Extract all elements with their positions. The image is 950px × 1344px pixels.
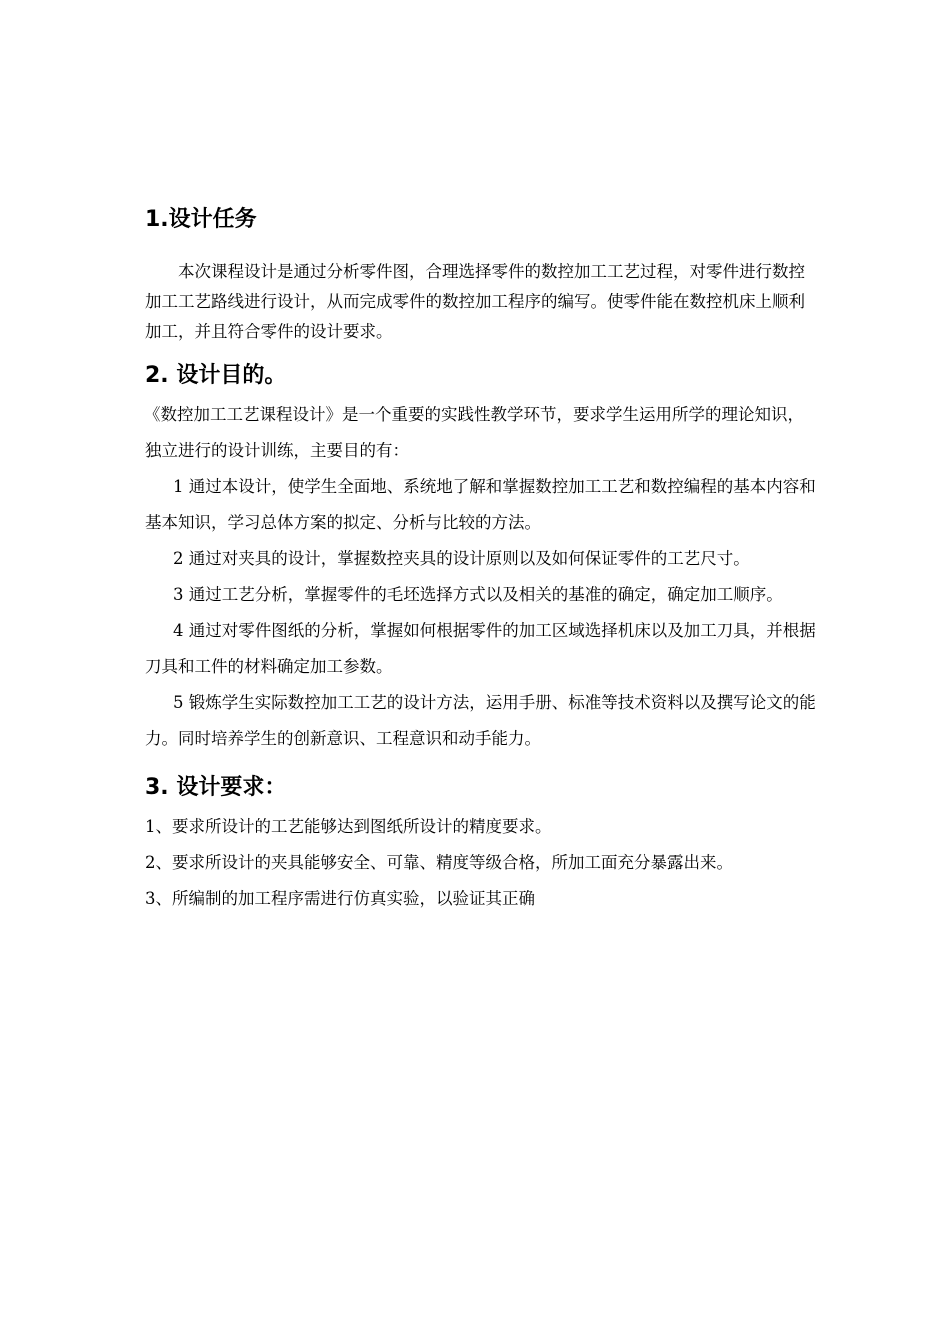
document-body: [145, 205, 820, 917]
list-item: 4 通过对零件图纸的分析，掌握如何根据零件的加工区域选择机床以及加工刀具，并根据刀具和工件的材料确定加工参数。: [145, 621, 816, 676]
section-design-task: [145, 205, 820, 347]
list-item: 3、所编制的加工程序需进行仿真实验，以验证其正确: [145, 889, 535, 908]
section-heading: 2. 设计目的。: [145, 363, 287, 388]
section-design-purpose: [145, 361, 820, 757]
list-item: 2、要求所设计的夹具能够安全、可靠、精度等级合格，所加工面充分暴露出来。: [145, 853, 733, 872]
section-heading: 1.设计任务: [145, 207, 257, 232]
list-item: 5 锻炼学生实际数控加工工艺的设计方法，运用手册、标准等技术资料以及撰写论文的能力。同时培养学生的创新意识、工程意识和动手能力。: [145, 693, 816, 748]
list-item: 2 通过对夹具的设计，掌握数控夹具的设计原则以及如何保证零件的工艺尺寸。: [173, 549, 750, 568]
body-paragraph: 本次课程设计是通过分析零件图，合理选择零件的数控加工工艺过程，对零件进行数控加工工艺路线进行设计，从而完成零件的数控加工程序的编写。使零件能在数控机床上顺利加工，并且符合零件的设计要求。: [145, 262, 805, 341]
body-paragraph: 《数控加工工艺课程设计》是一个重要的实践性教学环节，要求学生运用所学的理论知识，独立进行的设计训练，主要目的有：: [144, 405, 804, 460]
section-heading: 3. 设计要求：: [145, 775, 287, 800]
list-item: 1 通过本设计，使学生全面地、系统地了解和掌握数控加工工艺和数控编程的基本内容和基本知识，学习总体方案的拟定、分析与比较的方法。: [145, 477, 816, 532]
list-item: 3 通过工艺分析，掌握零件的毛坯选择方式以及相关的基准的确定，确定加工顺序。: [173, 585, 783, 604]
list-item: 1、要求所设计的工艺能够达到图纸所设计的精度要求。: [145, 817, 552, 836]
section-design-requirements: [145, 773, 820, 917]
